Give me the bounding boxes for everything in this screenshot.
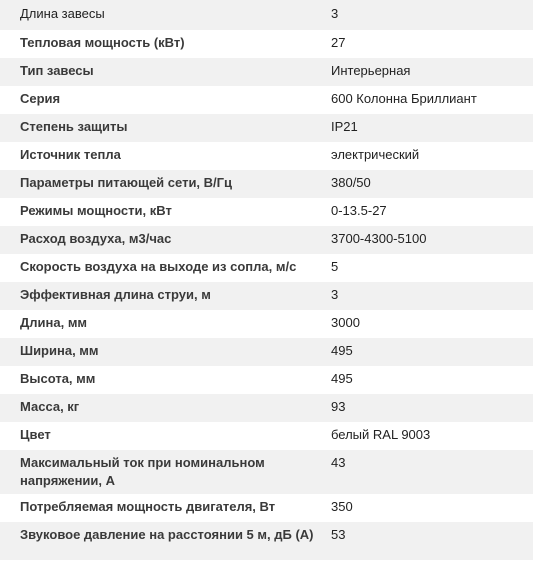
spec-value: 495 bbox=[320, 338, 533, 366]
spec-value: 3 bbox=[320, 0, 533, 30]
spec-label: Скорость воздуха на выходе из сопла, м/с bbox=[0, 254, 320, 282]
spec-label: Цвет bbox=[0, 422, 320, 450]
spec-row-weight bbox=[0, 394, 533, 422]
spec-label: Тепловая мощность (кВт) bbox=[0, 30, 320, 58]
spec-label: Длина завесы bbox=[0, 0, 320, 30]
spec-value: 350 bbox=[320, 494, 533, 522]
spec-row-color bbox=[0, 422, 533, 450]
spec-value: 53 bbox=[320, 522, 533, 560]
spec-row-series bbox=[0, 86, 533, 114]
spec-value: IP21 bbox=[320, 114, 533, 142]
spec-label: Режимы мощности, кВт bbox=[0, 198, 320, 226]
spec-value: 3 bbox=[320, 282, 533, 310]
spec-row-length bbox=[0, 310, 533, 338]
spec-row-jet-length bbox=[0, 282, 533, 310]
spec-label: Потребляемая мощность двигателя, Вт bbox=[0, 494, 320, 522]
spec-value: 3700-4300-5100 bbox=[320, 226, 533, 254]
spec-value: 27 bbox=[320, 30, 533, 58]
spec-row-width bbox=[0, 338, 533, 366]
spec-row-heat-source bbox=[0, 142, 533, 170]
spec-value: Интерьерная bbox=[320, 58, 533, 86]
spec-label: Серия bbox=[0, 86, 320, 114]
spec-value: 93 bbox=[320, 394, 533, 422]
spec-value: 5 bbox=[320, 254, 533, 282]
spec-row-power-modes bbox=[0, 198, 533, 226]
spec-row-max-current bbox=[0, 450, 533, 494]
spec-value: белый RAL 9003 bbox=[320, 422, 533, 450]
spec-label: Звуковое давление на расстоянии 5 м, дБ (А) bbox=[0, 522, 320, 560]
spec-row-motor-power bbox=[0, 494, 533, 522]
spec-value: 43 bbox=[320, 450, 533, 494]
spec-value: 0-13.5-27 bbox=[320, 198, 533, 226]
spec-row-air-speed bbox=[0, 254, 533, 282]
spec-label: Максимальный ток при номинальном напряжении, А bbox=[0, 450, 320, 494]
spec-row-sound-pressure bbox=[0, 522, 533, 560]
spec-row-power-supply bbox=[0, 170, 533, 198]
spec-row-air-flow bbox=[0, 226, 533, 254]
spec-row-protection-rating bbox=[0, 114, 533, 142]
spec-label: Масса, кг bbox=[0, 394, 320, 422]
spec-label: Расход воздуха, м3/час bbox=[0, 226, 320, 254]
spec-label: Тип завесы bbox=[0, 58, 320, 86]
spec-row-curtain-length bbox=[0, 0, 533, 30]
spec-value: 600 Колонна Бриллиант bbox=[320, 86, 533, 114]
spec-row-heat-power bbox=[0, 30, 533, 58]
spec-label: Ширина, мм bbox=[0, 338, 320, 366]
spec-value: электрический bbox=[320, 142, 533, 170]
spec-label: Источник тепла bbox=[0, 142, 320, 170]
spec-row-height bbox=[0, 366, 533, 394]
spec-label: Длина, мм bbox=[0, 310, 320, 338]
spec-label: Параметры питающей сети, В/Гц bbox=[0, 170, 320, 198]
spec-row-curtain-type bbox=[0, 58, 533, 86]
spec-value: 380/50 bbox=[320, 170, 533, 198]
spec-label: Эффективная длина струи, м bbox=[0, 282, 320, 310]
spec-label: Степень защиты bbox=[0, 114, 320, 142]
spec-label: Высота, мм bbox=[0, 366, 320, 394]
spec-value: 495 bbox=[320, 366, 533, 394]
spec-value: 3000 bbox=[320, 310, 533, 338]
